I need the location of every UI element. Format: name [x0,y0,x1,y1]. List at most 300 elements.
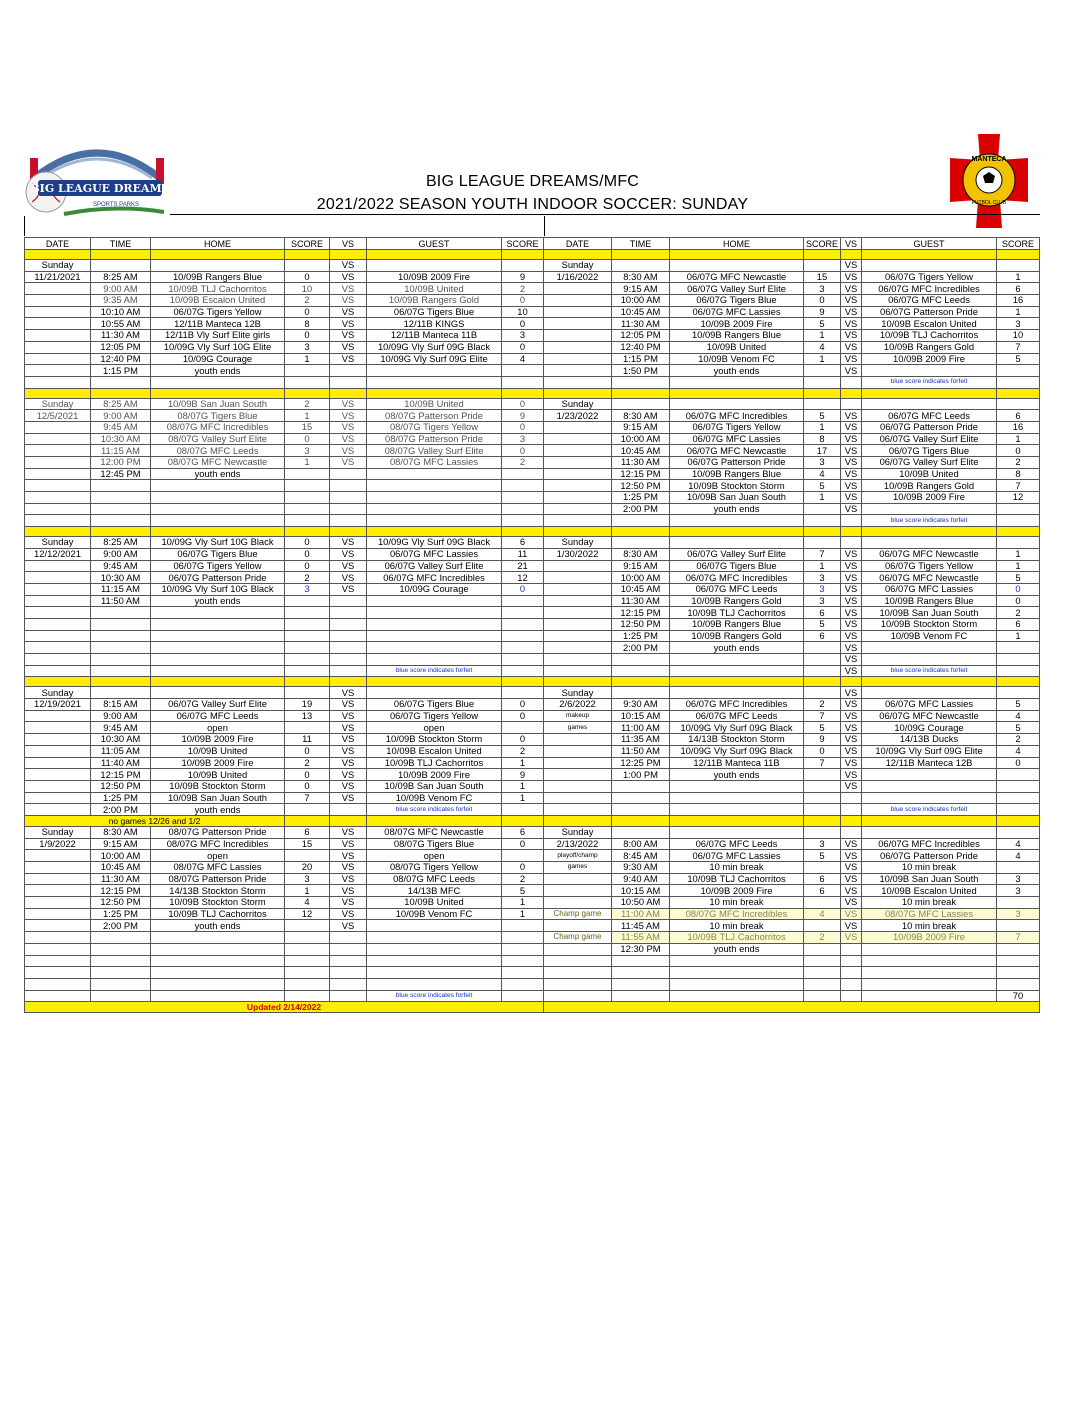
schedule-cell [25,769,91,781]
schedule-cell [285,943,330,955]
section-divider [25,527,1040,537]
schedule-row [25,862,1040,874]
svg-text:BIG LEAGUE DREAMS: BIG LEAGUE DREAMS [30,182,170,195]
schedule-cell [862,365,997,377]
schedule-cell [151,376,285,388]
schedule-cell [862,398,997,410]
schedule-cell: 1 [997,548,1040,560]
schedule-cell [544,595,612,607]
schedule-cell: 4 [804,341,841,353]
schedule-cell: 10/09B Venom FC [367,908,502,920]
schedule-cell: 10/09B United [862,468,997,480]
schedule-cell: Sunday [25,260,91,272]
schedule-cell [997,792,1040,804]
schedule-cell [804,897,841,909]
schedule-cell: 12/11B Manteca 11B [670,757,804,769]
schedule-cell: VS [841,445,862,457]
schedule-cell [544,734,612,746]
schedule-cell: 10/09B Stockton Storm [367,734,502,746]
schedule-cell [544,365,612,377]
schedule-cell [285,492,330,504]
schedule-cell: 06/07G MFC Lassies [670,306,804,318]
divider-cell [285,677,330,687]
schedule-cell: 11:05 AM [91,745,151,757]
schedule-cell [862,537,997,549]
schedule-cell: 10/09B United [670,341,804,353]
schedule-cell: 2 [285,295,330,307]
schedule-cell: 08/07G Patterson Pride [151,873,285,885]
schedule-cell [612,780,670,792]
schedule-cell [841,792,862,804]
schedule-cell: VS [330,722,367,734]
schedule-cell [544,433,612,445]
schedule-cell: Sunday [544,826,612,838]
schedule-cell [285,503,330,515]
schedule-cell: 10/09B Rangers Blue [862,595,997,607]
schedule-cell [25,642,91,654]
schedule-cell: 0 [502,445,544,457]
schedule-cell [502,687,544,699]
section-divider [25,250,1040,260]
divider-cell [330,527,367,537]
schedule-cell: 0 [997,583,1040,595]
schedule-cell: 08/07G MFC Newcastle [367,826,502,838]
schedule-cell: 10/09B San Juan South [367,780,502,792]
schedule-cell: 0 [502,318,544,330]
schedule-cell: 10:30 AM [91,433,151,445]
schedule-cell: 10/09B San Juan South [862,873,997,885]
schedule-cell [25,908,91,920]
schedule-cell [804,654,841,666]
schedule-cell: 06/07G Tigers Yellow [862,271,997,283]
schedule-cell [25,468,91,480]
schedule-cell [25,792,91,804]
schedule-cell: Sunday [25,687,91,699]
schedule-cell: 10 [997,330,1040,342]
schedule-cell [367,515,502,527]
schedule-cell [502,654,544,666]
schedule-cell [285,804,330,816]
divider-cell [862,388,997,398]
divider-cell [25,527,91,537]
schedule-cell: youth ends [151,920,285,932]
schedule-cell: 5 [804,850,841,862]
schedule-cell: VS [330,710,367,722]
divider-cell [285,815,330,826]
schedule-cell [612,792,670,804]
schedule-cell [25,967,91,979]
schedule-cell: 12/11B Vly Surf Elite girls [151,330,285,342]
schedule-cell: 1 [804,560,841,572]
schedule-cell [862,978,997,990]
schedule-cell: 9:00 AM [91,710,151,722]
schedule-cell: 1:00 PM [612,769,670,781]
schedule-row [25,687,1040,699]
schedule-cell: VS [841,365,862,377]
schedule-cell: 08/07G MFC Incredibles [151,421,285,433]
schedule-cell: 10/09B 2009 Fire [862,492,997,504]
schedule-cell: VS [841,353,862,365]
schedule-cell: 12:50 PM [91,897,151,909]
schedule-cell: 10/09B San Juan South [151,792,285,804]
schedule-cell [612,804,670,816]
schedule-cell [151,492,285,504]
schedule-cell [997,515,1040,527]
schedule-row [25,295,1040,307]
schedule-cell [804,826,841,838]
schedule-cell [997,537,1040,549]
schedule-cell: 1 [502,757,544,769]
schedule-cell [997,862,1040,874]
schedule-cell: 11:55 AM [612,932,670,944]
schedule-cell: VS [330,920,367,932]
schedule-cell [367,943,502,955]
schedule-row [25,699,1040,711]
schedule-cell: 0 [502,421,544,433]
divider-cell [367,388,502,398]
schedule-row [25,421,1040,433]
schedule-cell: 20 [285,862,330,874]
schedule-cell: 06/07G Valley Surf Elite [367,560,502,572]
schedule-cell [151,943,285,955]
divider-cell [544,677,612,687]
schedule-cell: 9 [502,410,544,422]
schedule-cell [285,468,330,480]
schedule-cell: Sunday [544,260,612,272]
schedule-cell: 06/07G MFC Newcastle [862,572,997,584]
schedule-cell [544,572,612,584]
schedule-cell: 5 [804,722,841,734]
schedule-cell: VS [841,850,862,862]
schedule-row [25,560,1040,572]
schedule-cell [151,978,285,990]
schedule-cell [862,955,997,967]
schedule-cell [330,607,367,619]
schedule-cell: VS [330,850,367,862]
divider-cell [330,250,367,260]
schedule-cell: 06/07G Valley Surf Elite [862,433,997,445]
schedule-cell: 10/09B TLJ Cachorritos [670,873,804,885]
schedule-cell [330,642,367,654]
schedule-cell [502,595,544,607]
schedule-cell: VS [330,421,367,433]
schedule-cell [612,537,670,549]
schedule-cell: VS [841,897,862,909]
schedule-row [25,630,1040,642]
schedule-cell [804,503,841,515]
divider-cell [91,250,151,260]
schedule-cell: VS [841,780,862,792]
schedule-cell [841,955,862,967]
schedule-cell [91,630,151,642]
schedule-cell: VS [330,548,367,560]
section-divider [25,388,1040,398]
schedule-cell: 0 [997,445,1040,457]
schedule-row [25,306,1040,318]
schedule-cell: 10:15 AM [612,710,670,722]
schedule-cell [285,955,330,967]
schedule-cell [25,710,91,722]
schedule-cell [25,862,91,874]
schedule-cell: 08/07G Tigers Blue [367,838,502,850]
schedule-row [25,283,1040,295]
schedule-cell [544,885,612,897]
schedule-cell: 10:00 AM [612,295,670,307]
schedule-row [25,967,1040,979]
schedule-cell [862,780,997,792]
schedule-cell: 10:00 AM [612,433,670,445]
schedule-cell: 12/11B Manteca 12B [862,757,997,769]
schedule-cell [367,376,502,388]
schedule-cell [367,642,502,654]
schedule-cell [804,792,841,804]
schedule-cell [151,480,285,492]
schedule-cell: 11 [285,734,330,746]
schedule-cell [285,654,330,666]
schedule-cell: VS [330,826,367,838]
schedule-cell [841,967,862,979]
schedule-cell: 10:45 AM [612,445,670,457]
schedule-cell [151,515,285,527]
schedule-row [25,433,1040,445]
divider-cell [804,250,841,260]
schedule-cell [544,745,612,757]
schedule-cell: 3 [804,595,841,607]
schedule-cell: 08/07G MFC Incredibles [151,838,285,850]
schedule-cell: 9:00 AM [91,548,151,560]
schedule-cell: 12:50 PM [612,618,670,630]
schedule-cell: 3 [997,908,1040,920]
schedule-cell: 10:55 AM [91,318,151,330]
schedule-cell [151,990,285,1002]
schedule-cell [367,630,502,642]
schedule-cell [502,955,544,967]
schedule-cell: 0 [285,306,330,318]
schedule-cell: 9:15 AM [612,421,670,433]
schedule-cell [25,920,91,932]
divider-cell [285,250,330,260]
schedule-cell: VS [330,780,367,792]
schedule-cell: 12:00 PM [91,457,151,469]
schedule-cell [544,457,612,469]
schedule-cell: 1 [285,410,330,422]
schedule-cell [502,932,544,944]
schedule-cell: 7 [997,480,1040,492]
schedule-cell [25,734,91,746]
schedule-cell: 9:45 AM [91,560,151,572]
schedule-cell: 10/09B United [367,398,502,410]
schedule-cell: 12/11B Manteca 12B [151,318,285,330]
schedule-cell: youth ends [151,468,285,480]
updated-note: Updated 2/14/2022 [25,1002,544,1013]
schedule-cell [285,920,330,932]
schedule-cell [544,318,612,330]
schedule-cell [330,943,367,955]
schedule-cell: 10:00 AM [91,850,151,862]
schedule-cell [997,769,1040,781]
schedule-cell: 1 [997,433,1040,445]
schedule-cell: 10:00 AM [612,572,670,584]
schedule-cell: 06/07G MFC Leeds [862,410,997,422]
divider-cell [151,250,285,260]
schedule-cell: 4 [997,838,1040,850]
schedule-cell: 2:00 PM [612,503,670,515]
schedule-cell: 10/09B Stockton Storm [670,480,804,492]
schedule-cell [997,804,1040,816]
schedule-cell: 06/07G MFC Leeds [670,710,804,722]
schedule-cell: 12:30 PM [612,943,670,955]
schedule-cell: youth ends [151,804,285,816]
divider-cell [285,527,330,537]
schedule-cell: 3 [285,583,330,595]
schedule-cell: 9:30 AM [612,699,670,711]
schedule-cell: 10/09B TLJ Cachorritos [670,932,804,944]
schedule-row [25,572,1040,584]
divider-cell [997,815,1040,826]
schedule-cell: 0 [285,433,330,445]
schedule-cell: 16 [997,295,1040,307]
divider-cell [670,527,804,537]
divider-cell [670,250,804,260]
schedule-cell: VS [330,699,367,711]
schedule-cell [544,642,612,654]
schedule-cell: 1 [502,792,544,804]
schedule-cell: 10:15 AM [612,885,670,897]
schedule-row [25,376,1040,388]
schedule-cell [285,978,330,990]
schedule-row [25,908,1040,920]
schedule-cell: 3 [502,433,544,445]
schedule-cell: VS [330,687,367,699]
schedule-cell [612,967,670,979]
schedule-cell [670,376,804,388]
schedule-cell [670,665,804,677]
schedule-cell [544,943,612,955]
divider-cell [330,388,367,398]
schedule-cell: Champ game [544,908,612,920]
schedule-cell: 3 [804,838,841,850]
schedule-cell: 4 [804,468,841,480]
schedule-table [24,237,1040,1013]
schedule-cell: 06/07G Tigers Yellow [670,421,804,433]
schedule-cell [91,642,151,654]
schedule-cell: VS [841,492,862,504]
schedule-cell: 3 [997,885,1040,897]
schedule-cell: VS [841,480,862,492]
schedule-cell [670,398,804,410]
column-header: SCORE [804,238,841,250]
schedule-row [25,583,1040,595]
schedule-cell: 10/09G Vly Surf 10G Black [151,583,285,595]
schedule-cell [91,654,151,666]
schedule-cell: 9 [502,271,544,283]
divider-cell [151,677,285,687]
schedule-cell [544,445,612,457]
schedule-cell: 12/19/2021 [25,699,91,711]
schedule-cell [151,932,285,944]
schedule-cell [544,780,612,792]
schedule-cell: 0 [502,699,544,711]
schedule-cell: 3 [502,330,544,342]
schedule-cell: VS [841,722,862,734]
schedule-cell: 10 min break [862,897,997,909]
schedule-cell [285,665,330,677]
schedule-cell: 1:50 PM [612,365,670,377]
schedule-cell: youth ends [670,503,804,515]
schedule-cell [25,318,91,330]
schedule-cell [91,260,151,272]
divider-cell [997,527,1040,537]
schedule-cell: 10/09G Courage [862,722,997,734]
schedule-cell: 10/09B Rangers Gold [670,630,804,642]
schedule-cell: 7 [804,548,841,560]
schedule-cell: Sunday [25,398,91,410]
schedule-cell: VS [841,503,862,515]
schedule-cell [804,769,841,781]
schedule-row [25,804,1040,816]
schedule-cell [25,943,91,955]
schedule-cell: 11:30 AM [91,873,151,885]
divider-cell [804,527,841,537]
schedule-cell: 2 [502,457,544,469]
schedule-row [25,734,1040,746]
schedule-cell: 12:15 PM [612,607,670,619]
schedule-cell [25,353,91,365]
schedule-cell: VS [330,583,367,595]
divider-cell [544,527,612,537]
schedule-cell [25,932,91,944]
schedule-cell: 10/09B 2009 Fire [367,271,502,283]
schedule-cell: 08/07G MFC Incredibles [670,908,804,920]
schedule-row [25,271,1040,283]
schedule-cell: 06/07G MFC Incredibles [862,838,997,850]
schedule-cell [367,468,502,480]
schedule-cell [544,757,612,769]
schedule-cell: 1 [804,421,841,433]
divider-cell [367,677,502,687]
schedule-cell [25,295,91,307]
schedule-row [25,503,1040,515]
schedule-cell: 10/09B TLJ Cachorritos [862,330,997,342]
schedule-cell [285,260,330,272]
divider-cell [91,388,151,398]
schedule-cell: VS [330,757,367,769]
schedule-cell [285,365,330,377]
schedule-cell: 06/07G MFC Lassies [862,699,997,711]
schedule-cell [151,967,285,979]
divider-cell [544,1002,1040,1013]
schedule-cell [285,618,330,630]
schedule-cell [997,687,1040,699]
schedule-cell: 10/09B TLJ Cachorritos [151,283,285,295]
schedule-cell [285,607,330,619]
schedule-cell: VS [841,618,862,630]
schedule-cell [544,376,612,388]
schedule-cell: 08/07G MFC Leeds [367,873,502,885]
schedule-cell [151,607,285,619]
section-divider [25,815,1040,826]
schedule-cell: 9:15 AM [91,838,151,850]
schedule-row [25,943,1040,955]
schedule-cell [25,572,91,584]
schedule-cell: VS [330,433,367,445]
schedule-cell: VS [330,897,367,909]
schedule-cell: 06/07G Tigers Blue [670,560,804,572]
schedule-cell: games [544,722,612,734]
schedule-cell: 3 [804,583,841,595]
schedule-cell [285,595,330,607]
schedule-cell [25,780,91,792]
